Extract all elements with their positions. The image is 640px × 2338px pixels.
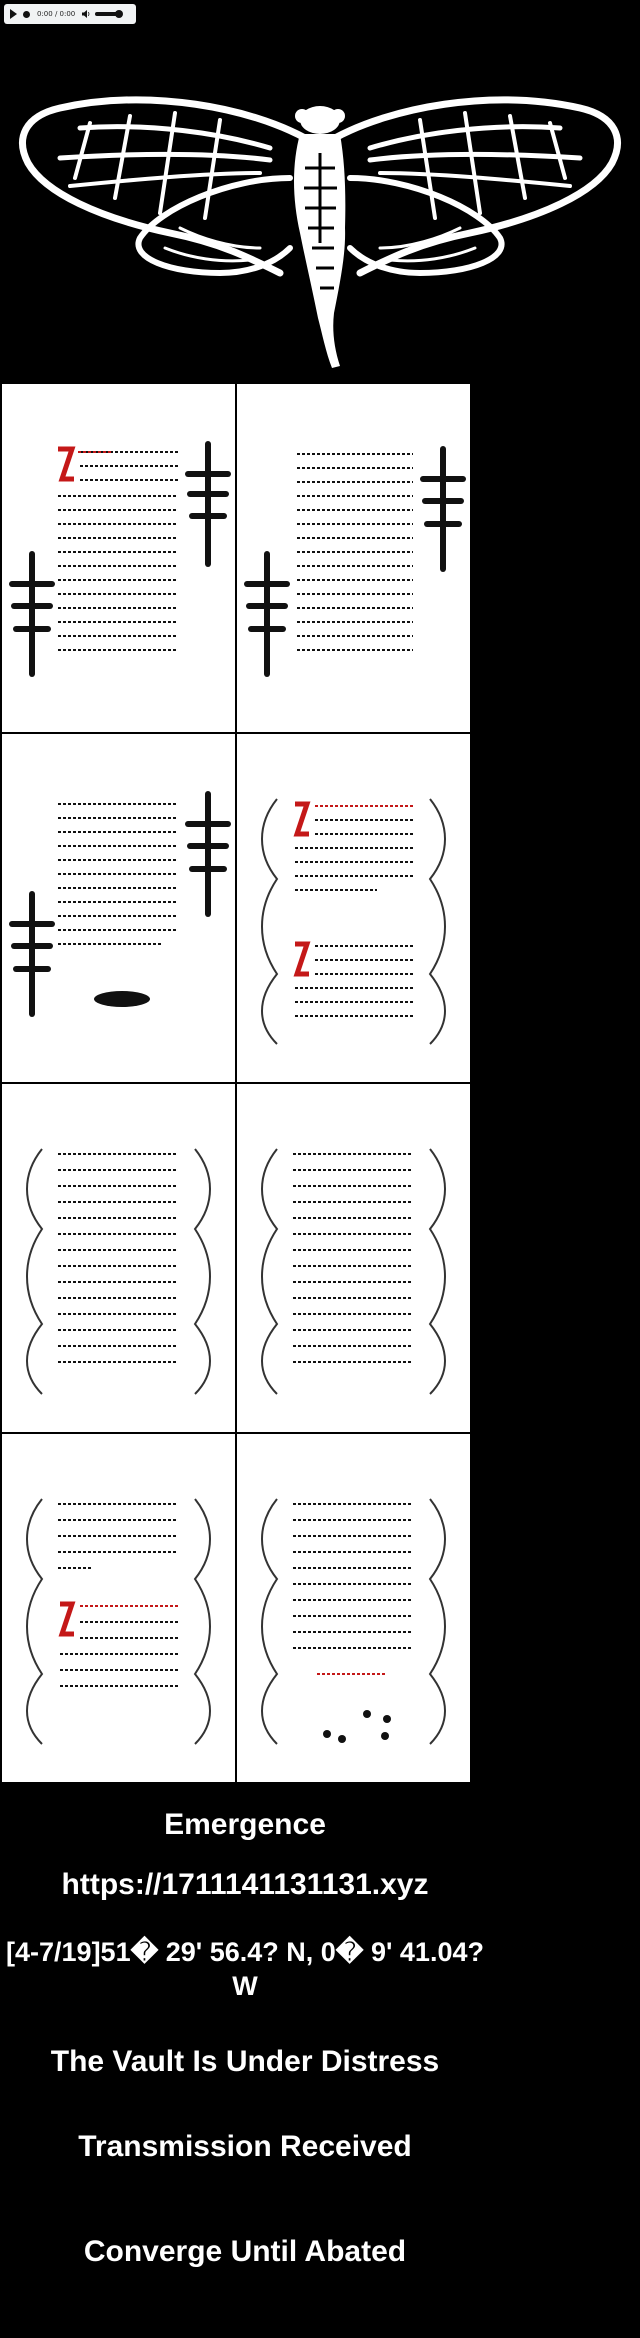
manuscript-page (237, 1084, 470, 1432)
volume-thumb[interactable] (115, 10, 123, 18)
caption-status: The Vault Is Under Distress (50, 2045, 440, 2078)
cicada-icon (0, 68, 640, 368)
volume-icon[interactable] (81, 9, 91, 19)
time-display: 0:00 / 0:00 (37, 10, 76, 18)
caption-title: Emergence (164, 1808, 326, 1841)
rune-page-1 (2, 384, 235, 732)
volume-slider[interactable] (95, 12, 121, 16)
seek-slider[interactable] (23, 11, 30, 18)
rune-page-5 (2, 1084, 235, 1432)
manuscript-page (2, 1084, 235, 1432)
caption-url: https://1711141131131.xyz (61, 1868, 429, 1901)
rune-page-6 (237, 1084, 470, 1432)
rune-page-8 (237, 1434, 470, 1782)
rune-page-3 (2, 734, 235, 1082)
manuscript-page (237, 1434, 470, 1782)
manuscript-page (237, 384, 470, 732)
play-icon[interactable] (10, 9, 17, 19)
manuscript-page (2, 384, 235, 732)
manuscript-grid (2, 384, 471, 1784)
rune-page-4 (237, 734, 470, 1082)
manuscript-page (2, 734, 235, 1082)
rune-page-7 (2, 1434, 235, 1782)
caption-transmission: Transmission Received (78, 2130, 412, 2163)
manuscript-page (2, 1434, 235, 1782)
manuscript-page (237, 734, 470, 1082)
audio-player[interactable] (4, 4, 136, 24)
caption-coordinates: [4-7/19]51� 29' 56.4? N, 0� 9' 41.04? W (6, 1937, 484, 2001)
caption-converge: Converge Until Abated (83, 2235, 407, 2268)
rune-page-2 (237, 384, 470, 732)
